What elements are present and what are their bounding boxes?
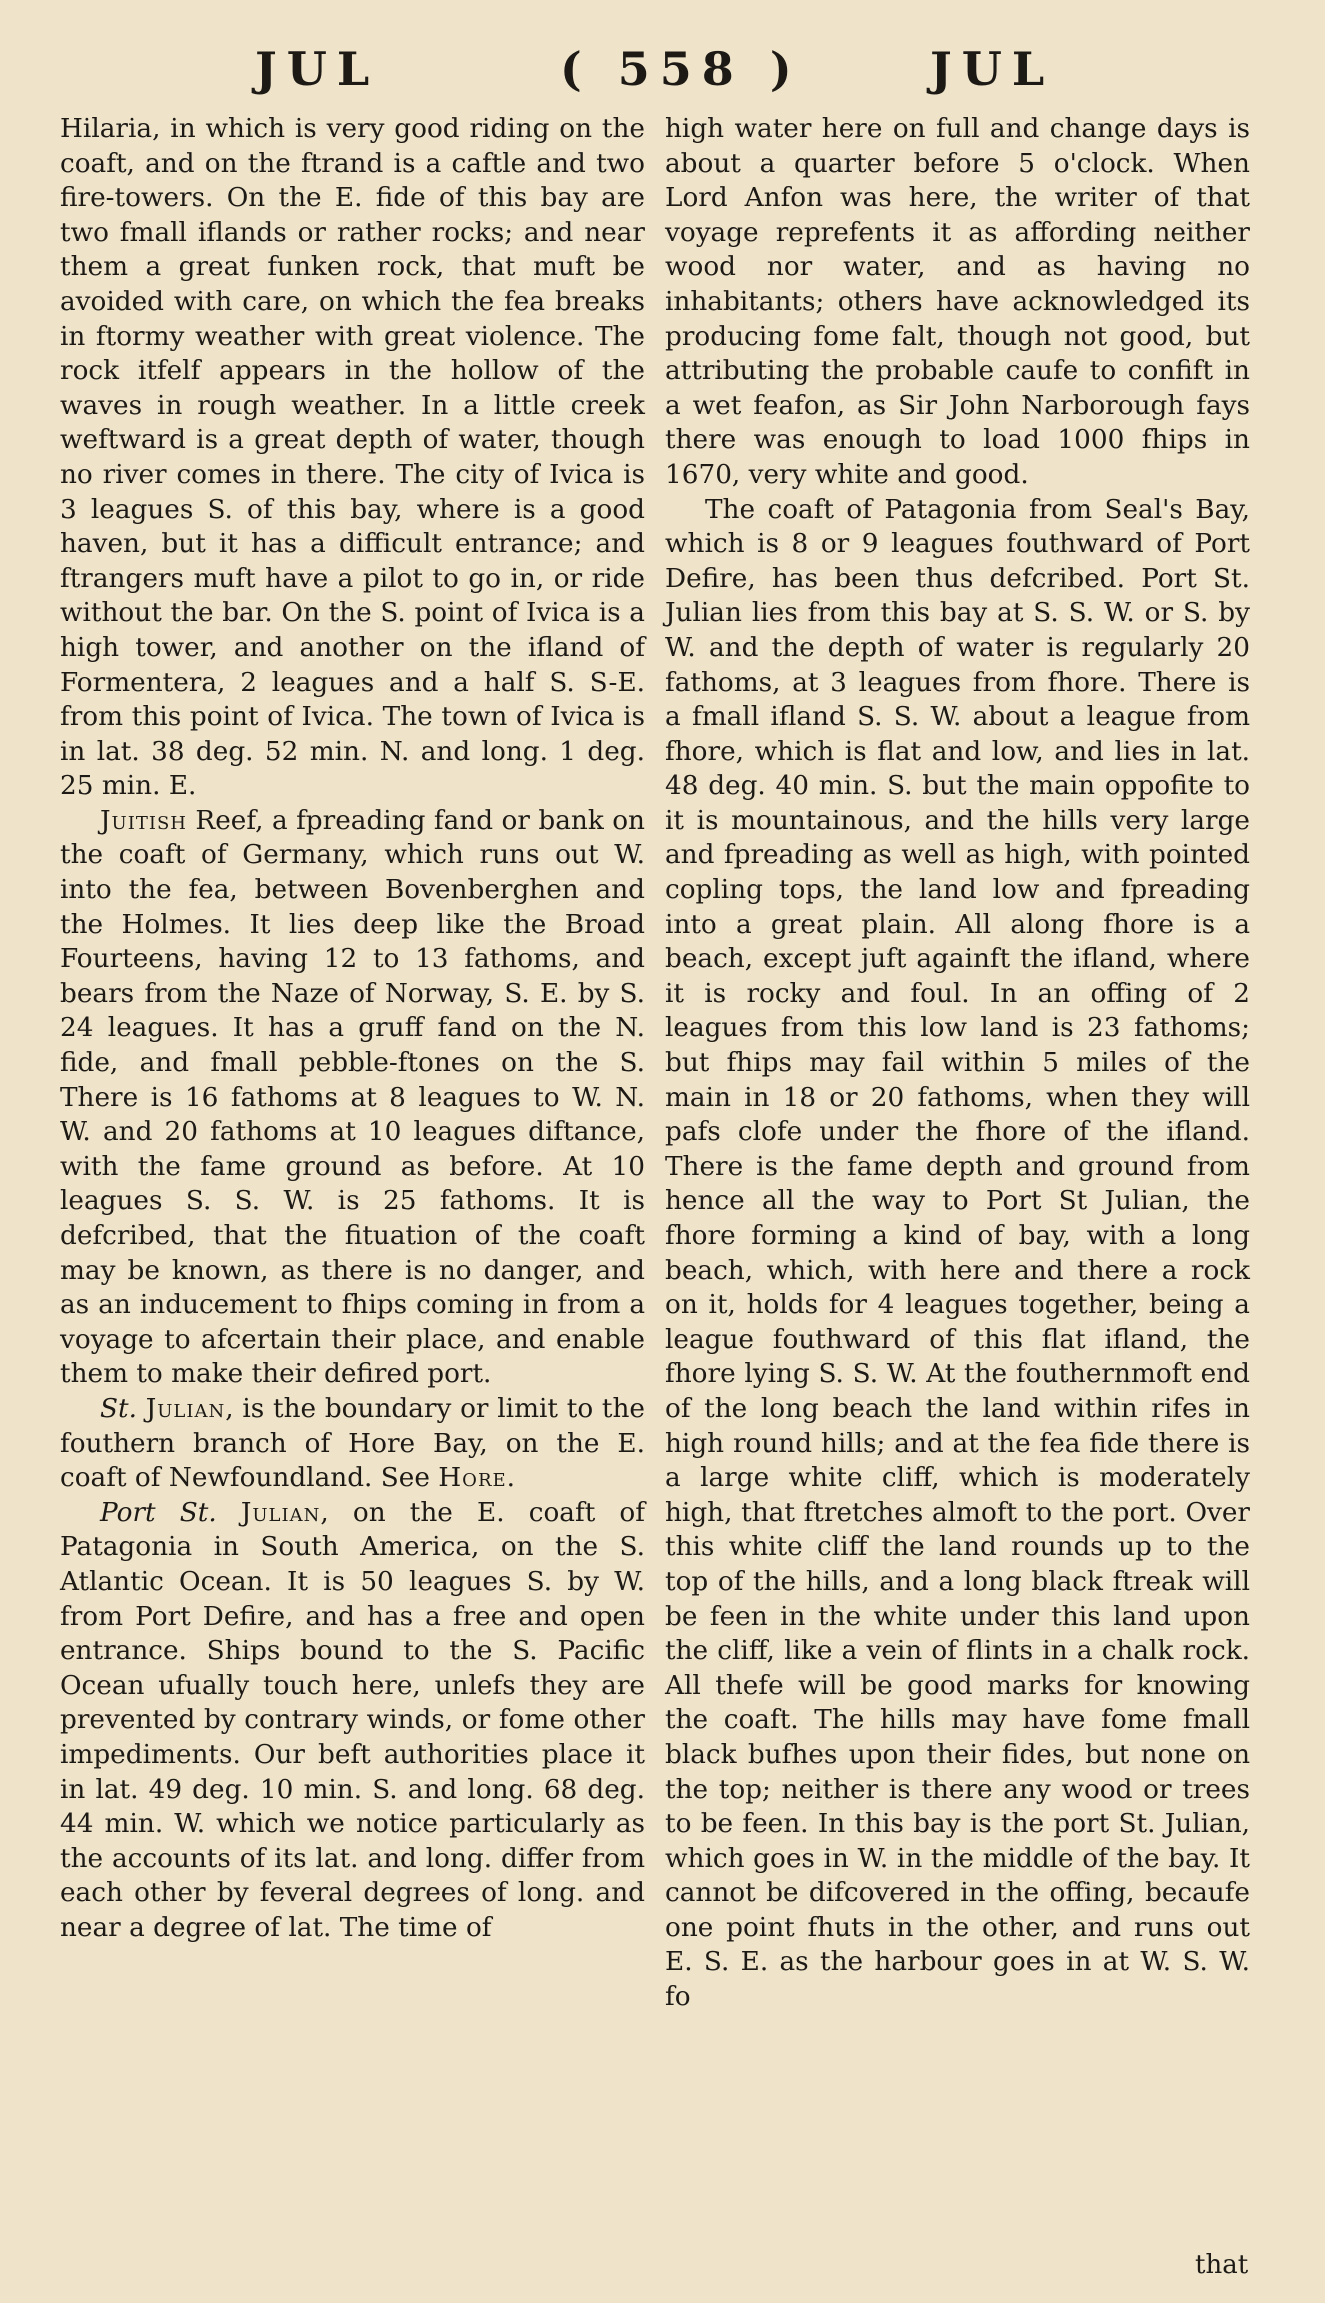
entry-text: , is the boundary or limit to the fouthern branch of Hore Bay, on the E. coaft of Newfoundland. See	[60, 1393, 645, 1494]
entry-st-julian	[60, 1392, 645, 1496]
entry-headword: Julian	[240, 1497, 321, 1528]
entry-prefix: St.	[100, 1393, 146, 1424]
entry-port-st-julian	[60, 1496, 645, 1946]
header-left: JUL	[255, 42, 380, 96]
left-column	[60, 112, 645, 1945]
entry-juitish-reef	[60, 804, 645, 1392]
entry-text: Reef, a fpreading fand or bank on the coaft of Germany, which runs out W. into the fea, between Bovenberghen and the Holmes. It lies deep like the Broad Fourteens, having 12 to 13 fathoms, and bears from the Naze of Norway, S. E. by S. 24 leagues. It has a gruff fand on the N. fide, and fmall pebble-ftones on the S. There is 16 fathoms at 8 leagues to W. N. W. and 20 fathoms at 10 leagues diftance, with the fame ground as before. At 10 leagues S. S. W. is 25 fathoms. It is defcribed, that the fituation of the coaft may be known, as there is no danger, and as an inducement to fhips coming in from a voyage to afcertain their place, and enable them to make their defired port.	[60, 805, 645, 1390]
page-number: ( 558 )	[560, 42, 802, 96]
entry-ivica-continued: Hilaria, in which is very good riding on the coaft, and on the ftrand is a caftle and two fire-towers. On the E. fide of this bay are two fmall iflands or rather rocks; and near them a great funken rock, that muft be avoided with care, on which the fea breaks in ftormy weather with great violence. The rock itfelf appears in the hollow of the waves in rough weather. In a little creek weftward is a great depth of water, though no river comes in there. The city of Ivica is 3 leagues S. of this bay, where is a good haven, but it has a difficult entrance; and ftrangers muft have a pilot to go in, or ride without the bar. On the S. point of Ivica is a high tower, and another on the ifland of Formentera, 2 leagues and a half S. S-E. from this point of Ivica. The town of Ivica is in lat. 38 deg. 52 min. N. and long. 1 deg. 25 min. E.	[60, 114, 645, 802]
entry-patagonia-coast: The coaft of Patagonia from Seal's Bay, which is 8 or 9 leagues fouthward of Port Defire, has been thus defcribed. Port St. Julian lies from this bay at S. S. W. or S. by W. and the depth of water is regularly 20 fathoms, at 3 leagues from fhore. There is a fmall ifland S. S. W. about a league from fhore, which is flat and low, and lies in lat. 48 deg. 40 min. S. but the main oppofite to it is mountainous, and the hills very large and fpreading as well as high, with pointed copling tops, the land low and fpreading into a great plain. All along fhore is a beach, except juft againft the ifland, where it is rocky and foul. In an offing of 2 leagues from this low land is 23 fathoms; but fhips may fail within 5 miles of the main in 18 or 20 fathoms, when they will pafs clofe under the fhore of the ifland. There is the fame depth and ground from hence all the way to Port St Julian, the fhore forming a kind of bay, with a long beach, which, with here and there a rock on it, holds for 4 leagues together, being a league fouthward of this flat ifland, the fhore lying S. S. W. At the fouthernmoft end of the long beach the land within rifes in high round hills; and at the fea fide there is a large white cliff, which is moderately high, that ftretches almoft to the port. Over this white cliff the land rounds up to the top of the hills, and a long black ftreak will be feen in the white under this land upon the cliff, like a vein of flints in a chalk rock. All thefe will be good marks for knowing the coaft. The hills may have fome fmall black bufhes upon their fides, but none on the top; neither is there any wood or trees to be feen. In this bay is the port St. Julian, which goes in W. in the middle of the bay. It cannot be difcovered in the offing, becaufe one point fhuts in the other, and runs out E. S. E. as the harbour goes in at W. S. W. fo	[665, 494, 1250, 2013]
entry-prefix: Port St.	[100, 1497, 241, 1528]
entry-port-st-julian-continued: high water here on full and change days is about a quarter before 5 o'clock. When Lord Anfon was here, the writer of that voyage reprefents it as affording neither wood nor water, and as having no inhabitants; others have acknowledged its producing fome falt, though not good, but attributing the probable caufe to confift in a wet feafon, as Sir John Narborough fays there was enough to load 1000 fhips in 1670, very white and good.	[665, 114, 1250, 490]
catchword: that	[1195, 2250, 1249, 2280]
entry-headword: Julian	[145, 1393, 226, 1424]
cross-reference: Hore.	[438, 1463, 516, 1494]
header-right: JUL	[930, 42, 1055, 96]
entry-headword: Juitish	[100, 805, 187, 836]
entry-text: , on the E. coaft of Patagonia in South America, on the S. Atlantic Ocean. It is 50 leagues S. by W. from Port Defire, and has a free and open entrance. Ships bound to the S. Pacific Ocean ufually touch here, unlefs they are prevented by contrary winds, or fome other impediments. Our beft authorities place it in lat. 49 deg. 10 min. S. and long. 68 deg. 44 min. W. which we notice particularly as the accounts of its lat. and long. differ from each other by feveral degrees of long. and near a degree of lat. The time of	[60, 1497, 645, 1943]
running-header	[0, 28, 1325, 98]
right-column	[665, 112, 1250, 2015]
